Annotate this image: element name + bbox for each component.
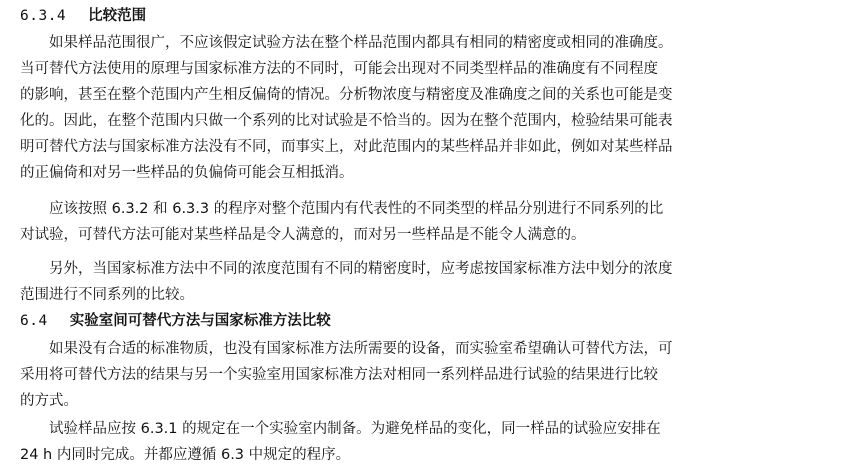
paragraph-line: 另外，当国家标准方法中不同的浓度范围有不同的精密度时，应考虑按国家标准方法中划分的浓度	[49, 261, 673, 277]
section-number: 6.4	[20, 313, 48, 329]
section-title: 实验室间可替代方法与国家标准方法比较	[69, 313, 331, 329]
paragraph-line: 明可替代方法与国家标准方法没有不同，而事实上，对此范围内的某些样品并非如此，例如对某些样品	[20, 139, 673, 155]
paragraph-line: 的正偏倚和对另一些样品的负偏倚可能会互相抵消。	[20, 165, 354, 181]
paragraph-line: 范围进行不同系列的比较。	[20, 287, 194, 303]
paragraph-line: 对试验，可替代方法可能对某些样品是令人满意的，而对另一些样品是不能令人满意的。	[20, 227, 586, 243]
paragraph-line: 如果样品范围很广，不应该假定试验方法在整个样品范围内都具有相同的精密度或相同的准确度。	[49, 35, 673, 51]
paragraph-line: 的方式。	[20, 393, 78, 409]
paragraph-line: 当可替代方法使用的原理与国家标准方法的不同时，可能会出现对不同类型样品的准确度有不同程度	[20, 61, 658, 77]
paragraph-line: 应该按照 6.3.2 和 6.3.3 的程序对整个范围内有代表性的不同类型的样品分别进行不同系列的比	[49, 201, 664, 217]
paragraph-line: 的影响，甚至在整个范围内产生相反偏倚的情况。分析物浓度与精密度及准确度之间的关系也可能是变	[20, 87, 673, 103]
paragraph-line: 如果没有合适的标准物质，也没有国家标准方法所需要的设备，而实验室希望确认可替代方法，可	[49, 341, 673, 357]
section-number: 6.3.4	[20, 8, 67, 24]
paragraph-line: 采用将可替代方法的结果与另一个实验室用国家标准方法对相同一系列样品进行试验的结果进行比较	[20, 367, 658, 383]
section-title: 比较范围	[88, 8, 147, 24]
paragraph-line: 24 h 内同时完成。并都应遵循 6.3 中规定的程序。	[20, 447, 351, 463]
section-heading-6-3-4	[20, 3, 146, 29]
paragraph-line: 试验样品应按 6.3.1 的规定在一个实验室内制备。为避免样品的变化，同一样品的试验应安排在	[49, 421, 661, 437]
section-heading-6-4	[20, 308, 331, 334]
paragraph-line: 化的。因此，在整个范围内只做一个系列的比对试验是不恰当的。因为在整个范围内，检验结果可能表	[20, 113, 673, 129]
